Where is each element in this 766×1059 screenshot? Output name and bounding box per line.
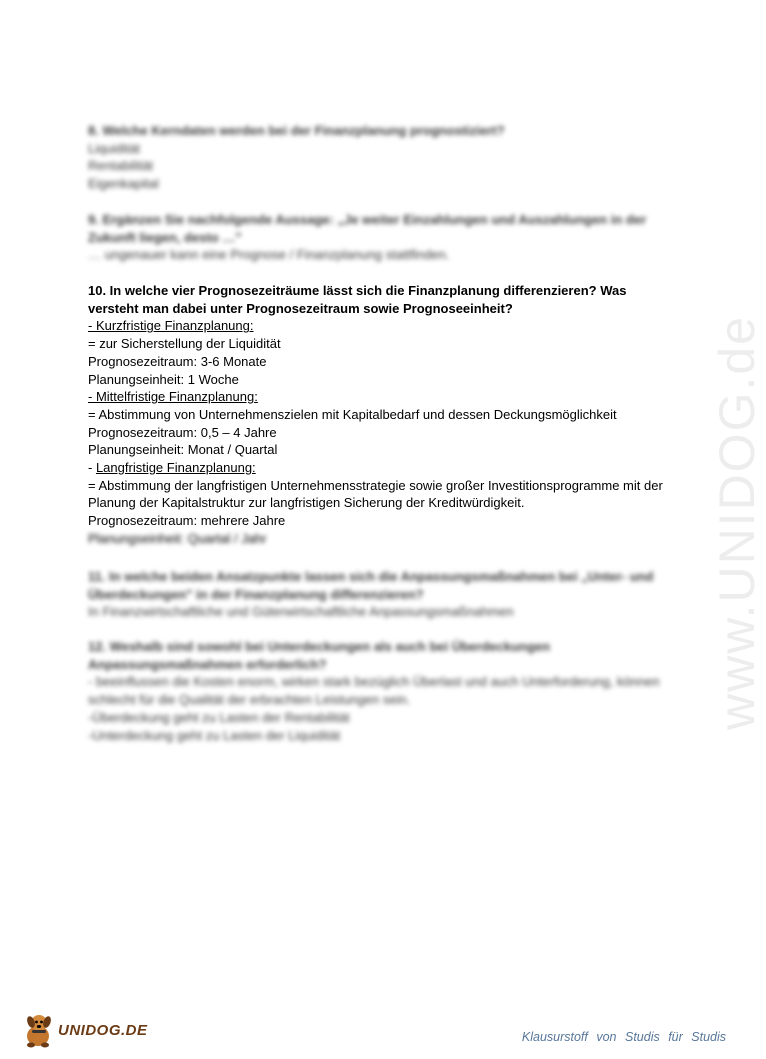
section-question-9 [88, 211, 688, 264]
question-9-line2: Zukunft liegen, desto …" [88, 229, 242, 245]
answer-line: In Finanzwirtschaftliche und Güterwirtschaftliche Anpassungsmaßnahmen [88, 604, 514, 620]
mid-term-purpose: = Abstimmung von Unternehmenszielen mit Kapitalbedarf und dessen Deckungsmöglichkeit [88, 406, 617, 422]
mid-term-period: Prognosezeitraum: 0,5 – 4 Jahre [88, 424, 277, 440]
section-question-12 [88, 638, 688, 744]
short-term-period: Prognosezeitraum: 3-6 Monate [88, 353, 267, 369]
long-term-heading-text: Langfristige Finanzplanung: [95, 460, 256, 476]
question-12-line2: Anpassungsmaßnahmen erforderlich? [88, 656, 327, 672]
question-11-line1: 11. In welche beiden Ansatzpunkte lassen sich die Anpassungsmaßnahmen bei „Unter- und [88, 569, 654, 584]
section-question-8 [88, 122, 688, 193]
short-term-purpose: = zur Sicherstellung der Liquidität [88, 336, 281, 352]
heading-mid-term: - Mittelfristige Finanzplanung: [88, 389, 258, 405]
long-term-unit: Planungseinheit: Quartal / Jahr [88, 530, 267, 546]
answer-line: -Unterdeckung geht zu Lasten der Liquidität [88, 727, 341, 743]
dog-mascot-icon [22, 1012, 56, 1048]
answer-line: Liquidität [88, 140, 141, 156]
question-12-line1: 12. Weshalb sind sowohl bei Unterdeckungen als auch bei Überdeckungen [88, 639, 551, 654]
question-11-line2: Überdeckungen" in der Finanzplanung differenzieren? [88, 586, 424, 602]
short-term-unit: Planungseinheit: 1 Woche [88, 371, 239, 387]
long-term-period: Prognosezeitraum: mehrere Jahre [88, 513, 286, 529]
answer-line: - beeinflussen die Kosten enorm, wirken stark bezüglich Überlast und auch Unterforderung, können [88, 674, 660, 690]
answer-line: … ungenauer kann eine Prognose / Finanzplanung stattfinden. [88, 247, 450, 263]
long-term-purpose-line2: Planung der Kapitalstruktur zur langfristigen Sicherung der Kreditwürdigkeit. [88, 495, 525, 511]
question-8: 8. Welche Kerndaten werden bei der Finanzplanung prognostiziert? [88, 123, 505, 138]
question-9-line1: 9. Ergänzen Sie nachfolgende Aussage: „Je weiter Einzahlungen und Auszahlungen in der [88, 212, 647, 227]
heading-short-term: - Kurzfristige Finanzplanung: [88, 318, 254, 334]
logo-text: UNIDOG.DE [58, 1021, 148, 1039]
footer-slogan: Klausurstoff von Studis für Studis [521, 1030, 726, 1044]
question-10-line1: 10. In welche vier Prognosezeiträume lässt sich die Finanzplanung differenzieren? Was [88, 283, 627, 298]
question-10-line2: versteht man dabei unter Prognosezeitraum sowie Prognoseeinheit? [88, 300, 513, 316]
watermark-text: www.UNIDOG.de [709, 315, 765, 730]
answer-line: -Überdeckung geht zu Lasten der Rentabilität [88, 709, 350, 725]
answer-line: Eigenkapital [88, 176, 159, 192]
long-term-purpose-line1: = Abstimmung der langfristigen Unternehmensstrategie sowie großer Investitionsprogramme mit der [88, 477, 663, 493]
heading-long-term [88, 459, 698, 477]
answer-line: Rentabilität [88, 158, 154, 174]
answer-line: schlecht für die Qualität der erbrachten Leistungen sein. [88, 692, 411, 708]
mid-term-unit: Planungseinheit: Monat / Quartal [88, 442, 278, 458]
section-question-10 [88, 282, 698, 548]
long-term-dash: - [88, 460, 96, 476]
section-question-11 [88, 568, 688, 621]
unidog-logo[interactable] [22, 1010, 148, 1050]
